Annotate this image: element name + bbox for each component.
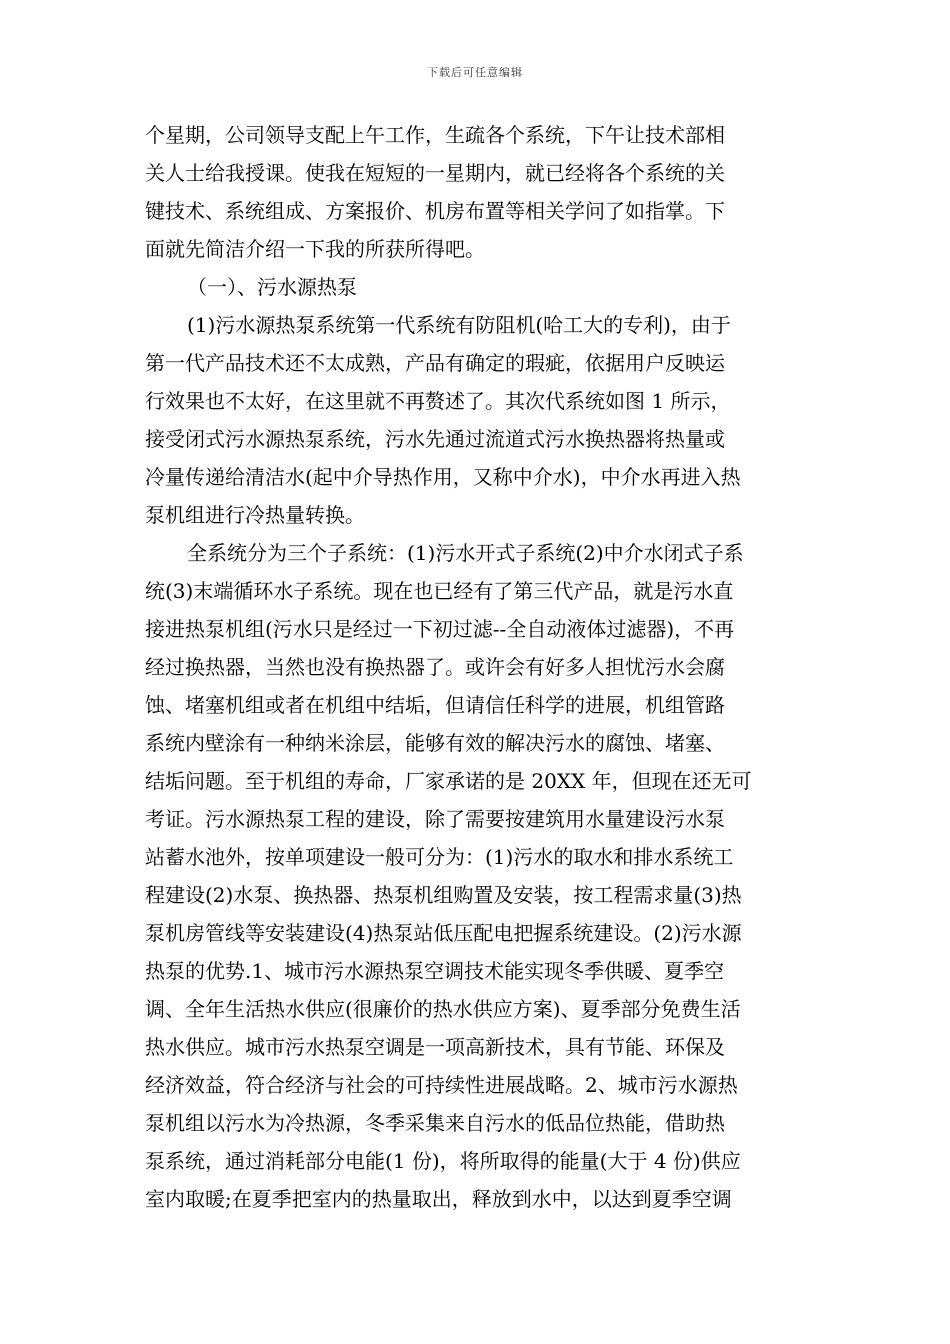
body-line: 结垢问题。至于机组的寿命，厂家承诺的是 20XX 年，但现在还无可: [145, 769, 752, 793]
body-line: 键技术、系统组成、方案报价、机房布置等相关学问了如指掌。下: [145, 199, 725, 223]
body-line: 站蓄水池外，按单项建设一般可分为：(1)污水的取水和排水系统工: [145, 845, 734, 869]
body-line: 行效果也不太好，在这里就不再赘述了。其次代系统如图 1 所示，: [145, 389, 731, 413]
body-line: 泵机组进行冷热量转换。: [145, 503, 365, 527]
body-line: 第一代产品技术还不太成熟，产品有确定的瑕疵，依据用户反映运: [145, 351, 725, 375]
body-line: 蚀、堵塞机组或者在机组中结垢，但请信任科学的进展，机组管路: [145, 693, 725, 717]
body-line: 热泵的优势.1、城市污水源热泵空调技术能实现冬季供暖、夏季空: [145, 959, 725, 983]
page-header: 下载后可任意编辑: [427, 66, 523, 79]
body-line: 冷量传递给清洁水(起中介导热作用，又称中介水)，中介水再进入热: [145, 465, 741, 489]
body-line: 经济效益，符合经济与社会的可持续性进展战略。2、城市污水源热: [145, 1073, 738, 1097]
body-line: 经过换热器，当然也没有换热器了。或许会有好多人担忧污水会腐: [145, 655, 725, 679]
body-line: 个星期，公司领导支配上午工作，生疏各个系统，下午让技术部相: [145, 123, 725, 147]
body-line: 室内取暖;在夏季把室内的热量取出，释放到水中，以达到夏季空调: [145, 1187, 732, 1211]
body-line: 系统内壁涂有一种纳米涂层，能够有效的解决污水的腐蚀、堵塞、: [145, 731, 725, 755]
body-line: 接受闭式污水源热泵系统，污水先通过流道式污水换热器将热量或: [145, 427, 725, 451]
body-line: 程建设(2)水泵、换热器、热泵机组购置及安装，按工程需求量(3)热: [145, 883, 742, 907]
body-line: 考证。污水源热泵工程的建设，除了需要按建筑用水量建设污水泵: [145, 807, 725, 831]
section-heading: （一）、污水源热泵: [187, 275, 357, 299]
body-line: 热水供应。城市污水热泵空调是一项高新技术，具有节能、环保及: [145, 1035, 725, 1059]
body-line: 泵机组以污水为冷热源，冬季采集来自污水的低品位热能，借助热: [145, 1111, 725, 1135]
body-line: 关人士给我授课。使我在短短的一星期内，就已经将各个系统的关: [145, 161, 725, 185]
body-line: 统(3)末端循环水子系统。现在也已经有了第三代产品，就是污水直: [145, 579, 734, 603]
body-line: 泵机房管线等安装建设(4)热泵站低压配电把握系统建设。(2)污水源: [145, 921, 742, 945]
body-line: 泵系统，通过消耗部分电能(1 份)，将所取得的能量(大于 4 份)供应: [145, 1149, 741, 1173]
body-line: 全系统分为三个子系统：(1)污水开式子系统(2)中介水闭式子系: [187, 541, 744, 565]
body-line: (1)污水源热泵系统第一代系统有防阻机(哈工大的专利)，由于: [187, 313, 731, 337]
body-line: 接进热泵机组(污水只是经过一下初过滤--全自动液体过滤器)，不再: [145, 617, 735, 641]
body-line: 调、全年生活热水供应(很廉价的热水供应方案)、夏季部分免费生活: [145, 997, 741, 1021]
body-line: 面就先简洁介绍一下我的所获所得吧。: [145, 237, 485, 261]
